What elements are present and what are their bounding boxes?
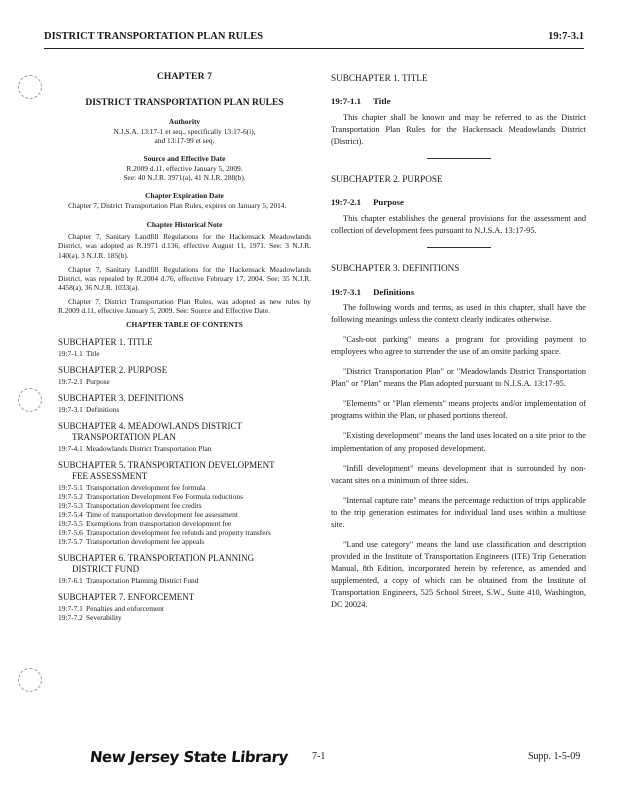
definition-paragraph: "Infill development" means development that is surrounded by non-vacant sites on a minimum of three sides.	[331, 463, 586, 485]
toc-entry[interactable]	[58, 604, 311, 613]
header-title: DISTRICT TRANSPORTATION PLAN RULES	[44, 31, 264, 42]
toc-entry[interactable]	[58, 576, 311, 585]
toc-entry[interactable]	[58, 492, 311, 501]
toc-entry-number: 19:7-5.3	[58, 500, 83, 510]
definition-paragraph: "Elements" or "Plan elements" means projects and/or implementation of programs within the Plan, or phased portions thereof.	[331, 399, 586, 421]
toc-entry-title: Meadowlands District Transportation Plan	[86, 443, 212, 453]
toc-entry-title: Transportation development fee credits	[86, 500, 202, 510]
toc-heading: CHAPTER TABLE OF CONTENTS	[126, 319, 243, 329]
source-heading: Source and Effective Date	[143, 154, 226, 164]
source-text	[58, 164, 311, 182]
subchapter-heading: SUBCHAPTER 3. DEFINITIONS	[331, 263, 460, 274]
toc-entry[interactable]	[58, 613, 311, 622]
punch-hole-mark	[18, 668, 42, 692]
source-line: R.2009 d.11, effective January 5, 2009.	[126, 164, 243, 174]
section-separator	[427, 247, 491, 248]
toc-entry[interactable]	[58, 483, 311, 492]
toc-entry[interactable]	[58, 537, 311, 546]
toc-entry-title: Time of transportation development fee assessment	[86, 509, 238, 519]
toc-entry-title: Transportation development fee refunds and property transfers	[86, 527, 271, 537]
toc-subchapter-line: SUBCHAPTER 6. TRANSPORTATION PLANNING	[58, 552, 255, 563]
toc-entry[interactable]	[58, 501, 311, 510]
section-text: This chapter establishes the general provisions for the assessment and collection of development fees pursuant to N.J.S.A. 13:17-95.	[331, 214, 586, 236]
toc-entry-number: 19:7-2.1	[58, 376, 83, 386]
toc-entry-number: 19:7-6.1	[58, 575, 83, 585]
subchapter-heading: SUBCHAPTER 1. TITLE	[331, 73, 428, 83]
section-heading	[331, 95, 586, 108]
toc-subchapter-line: SUBCHAPTER 4. MEADOWLANDS DISTRICT	[58, 420, 243, 431]
section-number: 19:7-1.1	[331, 96, 362, 107]
toc-entry[interactable]	[58, 405, 311, 414]
toc-entry-number: 19:7-5.2	[58, 491, 83, 501]
toc-subchapter-line: TRANSPORTATION PLAN	[72, 431, 176, 442]
section-number: 19:7-2.1	[331, 197, 362, 208]
section-heading	[331, 286, 586, 299]
chapter-number: CHAPTER 7	[156, 72, 213, 82]
toc-entry-number: 19:7-4.1	[58, 443, 83, 453]
toc-entry-number: 19:7-1.1	[58, 348, 83, 358]
toc-entry-number: 19:7-5.1	[58, 482, 83, 492]
toc-entry-title: Transportation development fee appeals	[86, 536, 205, 546]
toc-subchapter[interactable]	[58, 553, 311, 575]
toc-entry-title: Transportation development fee formula	[86, 482, 206, 492]
section-text: This chapter shall be known and may be referred to as the District Transportation Plan Rules for the Hackensack Meadowlands District (District).	[331, 113, 586, 147]
header-rule	[44, 48, 584, 49]
toc-entry[interactable]	[58, 349, 311, 358]
toc-entry-number: 19:7-5.6	[58, 527, 83, 537]
toc-entry-number: 19:7-3.1	[58, 404, 83, 414]
toc-subchapter[interactable]	[58, 421, 311, 443]
toc-entry-number: 19:7-5.4	[58, 509, 83, 519]
expiration-heading: Chapter Expiration Date	[145, 191, 224, 201]
toc-subchapter[interactable]: SUBCHAPTER 3. DEFINITIONS	[58, 392, 184, 403]
toc-entry[interactable]	[58, 528, 311, 537]
toc-entry-title: Transportation Development Fee Formula reductions	[86, 491, 243, 501]
toc-subchapter[interactable]: SUBCHAPTER 2. PURPOSE	[58, 364, 168, 375]
toc-subchapter-line: DISTRICT FUND	[72, 563, 140, 574]
toc-entry-title: Purpose	[86, 376, 110, 386]
toc-entry-number: 19:7-5.5	[58, 518, 83, 528]
section-heading	[331, 196, 586, 209]
expiration-text: Chapter 7, District Transportation Plan Rules, expires on January 5, 2014.	[68, 201, 287, 211]
right-column	[331, 72, 586, 619]
page-number: 7-1	[312, 751, 326, 762]
left-column	[58, 72, 311, 622]
supplement-date: Supp. 1-5-09	[528, 751, 581, 762]
definition-paragraph: "Internal capture rate" means the percentage reduction of trips applicable to the trip generation estimates for individual land uses within a multiuse site.	[331, 495, 586, 529]
authority-heading: Authority	[168, 117, 201, 127]
header-section: 19:7-3.1	[548, 31, 584, 42]
toc-entry-title: Severability	[86, 612, 122, 622]
toc-subchapter[interactable]	[58, 460, 311, 482]
toc-subchapter-line: SUBCHAPTER 5. TRANSPORTATION DEVELOPMENT	[58, 459, 275, 470]
toc-entry[interactable]	[58, 377, 311, 386]
toc-entry-number: 19:7-7.1	[58, 603, 83, 613]
history-paragraph: Chapter 7, Sanitary Landfill Regulations for the Hackensack Meadowlands District, was adopted as R.1971 d.136, effective August 11, 1971. See: 3 N.J.R. 140(a), 3 N.J.R. 185(b).	[58, 232, 311, 260]
chapter-title: DISTRICT TRANSPORTATION PLAN RULES	[85, 97, 284, 108]
subchapter-heading: SUBCHAPTER 2. PURPOSE	[331, 174, 443, 185]
authority-line: N.J.S.A. 13:17-1 et seq., specifically 13:17-6(i),	[113, 127, 256, 137]
toc-entry[interactable]	[58, 510, 311, 519]
toc-entry[interactable]	[58, 444, 311, 453]
definition-paragraph: "Existing development" means the land uses located on a site prior to the implementation of any proposed development.	[331, 431, 586, 453]
toc-entry[interactable]	[58, 519, 311, 528]
toc-entry-title: Title	[86, 348, 100, 358]
punch-hole-mark	[18, 75, 42, 99]
definition-paragraph: "Cash-out parking" means a program for providing payment to employees who agree to surrender the use of an onsite parking space.	[331, 335, 586, 357]
history-heading: Chapter Historical Note	[146, 220, 223, 230]
toc-entry-number: 19:7-5.7	[58, 536, 83, 546]
toc-subchapter[interactable]: SUBCHAPTER 7. ENFORCEMENT	[58, 591, 195, 602]
source-line: See: 40 N.J.R. 3971(a), 41 N.J.R. 288(b).	[123, 173, 246, 183]
section-text: The following words and terms, as used in this chapter, shall have the following meanings unless the context clearly indicates otherwise.	[331, 303, 586, 325]
running-header	[44, 31, 584, 45]
toc-entry-title: Penalties and enforcement	[86, 603, 164, 613]
section-number: 19:7-3.1	[331, 286, 362, 297]
toc-entry-title: Exemptions from transportation development fee	[86, 518, 232, 528]
toc-entry-number: 19:7-7.2	[58, 612, 83, 622]
section-separator	[427, 158, 491, 159]
toc-entry-title: Definitions	[86, 404, 120, 414]
toc-subchapter-line: FEE ASSESSMENT	[72, 470, 148, 481]
definition-paragraph: "Land use category" means the land use classification and description provided in the Institute of Transportation Engineers (ITE) Trip Generation Manual, 8th Edition, incorporated herein by reference, as amended and supplemented, a copy of which can be obtained from the Institute of Transportation Engineers, 525 School Street, S.W., Suite 410, Washington, DC 20024.	[331, 539, 586, 609]
toc-entry-title: Transportation Planning District Fund	[86, 575, 199, 585]
section-title: Purpose	[373, 197, 404, 208]
toc-subchapter[interactable]: SUBCHAPTER 1. TITLE	[58, 336, 153, 347]
authority-text	[58, 127, 311, 145]
history-paragraph: Chapter 7, District Transportation Plan Rules, was adopted as new rules by R.2009 d.11, effective January 5, 2009. See: Source and Effective Date.	[58, 296, 311, 315]
authority-line: and 13:17-99 et seq.	[154, 136, 215, 146]
history-paragraph: Chapter 7, Sanitary Landfill Regulations for the Hackensack Meadowlands District, was repealed by R.2004 d.76, effective February 17, 2004. See: 35 N.J.R. 4458(a), 36 N.J.R. 1033(a).	[58, 264, 311, 292]
definition-paragraph: "District Transportation Plan" or "Meadowlands District Transportation Plan" or "Plan" means the Plan adopted pursuant to N.J.S.A. 13:17-95.	[331, 367, 586, 389]
library-stamp: New Jersey State Library	[89, 748, 289, 766]
section-title: Definitions	[373, 286, 415, 297]
punch-hole-mark	[18, 388, 42, 412]
section-title: Title	[373, 96, 391, 107]
